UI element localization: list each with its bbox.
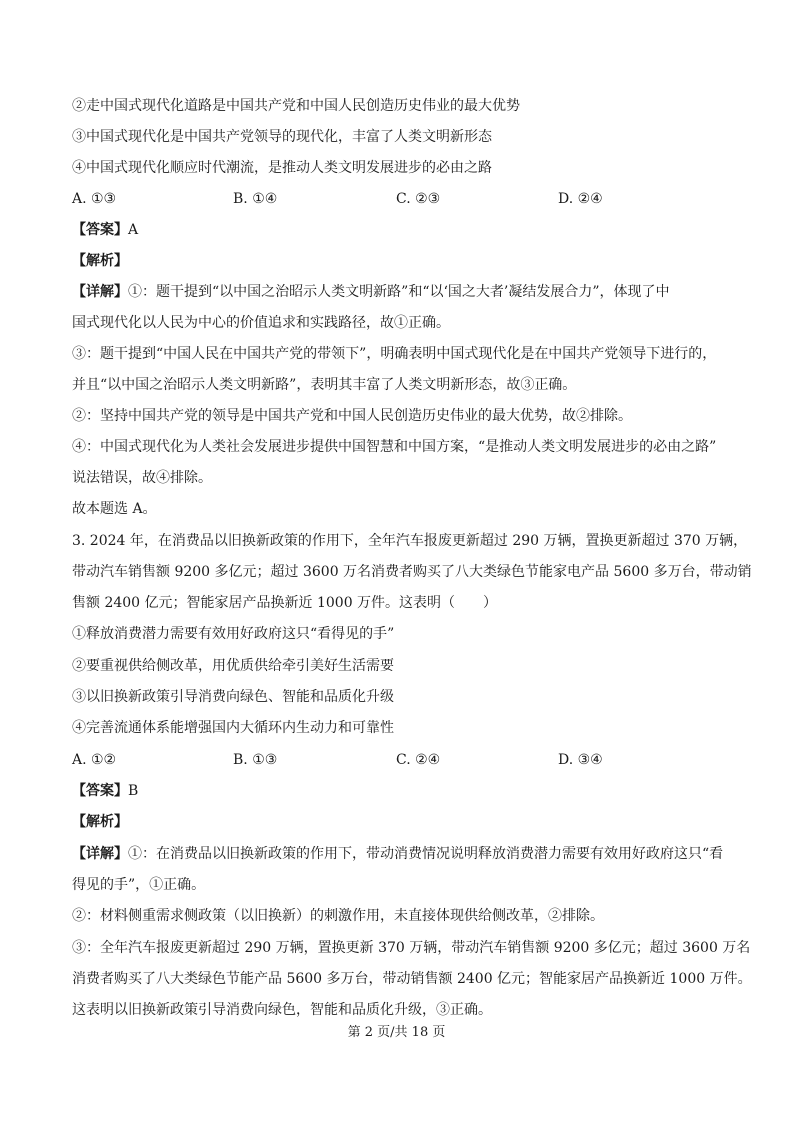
q3-stem-line: 带动汽车销售额 9200 多亿元；超过 3600 万名消费者购买了八大类绿色节能家电产品 5600 多万台，带动销	[72, 564, 752, 580]
q3-detail-line: 得见的手”，①正确。	[72, 877, 206, 893]
q3-detail-line: ②：材料侧重需求侧政策（以旧换新）的刺激作用，未直接体现供给侧改革，②排除。	[72, 908, 604, 924]
detail-text: ①：题干提到“以中国之治昭示人类文明新路”和“以‘国之大者’凝结发展合力”，体现了中	[128, 284, 670, 300]
q3-detail-line	[72, 844, 723, 864]
q3-item-2: ②要重视供给侧改革，用优质供给牵引美好生活需要	[72, 658, 394, 674]
q2-options	[72, 189, 732, 209]
q3-analysis-tag: 【解析】	[72, 814, 128, 830]
q2-detail-line: 说法错误，故④排除。	[72, 470, 212, 486]
q2-answer	[72, 220, 138, 240]
q2-analysis-tag: 【解析】	[72, 253, 128, 269]
detail-tag: 【详解】	[72, 846, 128, 862]
detail-tag: 【详解】	[72, 284, 128, 300]
q3-item-3: ③以旧换新政策引导消费向绿色、智能和品质化升级	[72, 689, 394, 705]
q3-option-d: D. ③④	[558, 752, 603, 768]
q2-option-a: A. ①③	[72, 191, 117, 207]
q3-detail-line: 消费者购买了八大类绿色节能产品 5600 多万台，带动销售额 2400 亿元；智能家居产品换新近 1000 万件。	[72, 971, 752, 987]
answer-tag: 【答案】	[72, 783, 128, 799]
q2-detail-line: ③：题干提到“中国人民在中国共产党的带领下”，明确表明中国式现代化是在中国共产党领导下进行的，	[72, 346, 717, 362]
q2-detail-line	[72, 282, 670, 302]
q2-item-3: ③中国式现代化是中国共产党领导的现代化，丰富了人类文明新形态	[72, 129, 492, 145]
q2-conclusion: 故本题选 A。	[72, 501, 157, 517]
q2-option-b: B. ①④	[233, 191, 278, 207]
q3-stem-line: 3. 2024 年，在消费品以旧换新政策的作用下，全年汽车报废更新超过 290 万辆，置换更新超过 370 万辆，	[72, 533, 748, 549]
q2-option-c: C. ②③	[396, 191, 441, 207]
answer-value: B	[128, 783, 139, 799]
q3-options	[72, 750, 732, 770]
q3-detail-line: 这表明以旧换新政策引导消费向绿色，智能和品质化升级，③正确。	[72, 1002, 492, 1018]
answer-value: A	[128, 222, 139, 238]
q2-item-2: ②走中国式现代化道路是中国共产党和中国人民创造历史伟业的最大优势	[72, 98, 520, 114]
q2-item-4: ④中国式现代化顺应时代潮流，是推动人类文明发展进步的必由之路	[72, 160, 492, 176]
q2-option-d: D. ②④	[558, 191, 603, 207]
q3-detail-line: ③：全年汽车报废更新超过 290 万辆，置换更新 370 万辆，带动汽车销售额 9200 多亿元；超过 3600 万名	[72, 940, 751, 956]
q3-option-b: B. ①③	[233, 752, 278, 768]
q2-detail-line: ④：中国式现代化为人类社会发展进步提供中国智慧和中国方案，“是推动人类文明发展进步的必由之路”	[72, 439, 717, 455]
q3-stem-line: 售额 2400 亿元；智能家居产品换新近 1000 万件。这表明（ ）	[72, 595, 498, 611]
q3-option-a: A. ①②	[72, 752, 117, 768]
q2-detail-line: 国式现代化以人民为中心的价值追求和实践路径，故①正确。	[72, 315, 450, 331]
q3-answer	[72, 781, 138, 801]
q2-detail-line: 并且“以中国之治昭示人类文明新路”，表明其丰富了人类文明新形态，故③正确。	[72, 377, 577, 393]
q3-item-4: ④完善流通体系能增强国内大循环内生动力和可靠性	[72, 720, 394, 736]
page-footer: 第 2 页/共 18 页	[347, 1025, 446, 1040]
answer-tag: 【答案】	[72, 222, 128, 238]
q2-detail-line: ②：坚持中国共产党的领导是中国共产党和中国人民创造历史伟业的最大优势，故②排除。	[72, 408, 632, 424]
q3-item-1: ①释放消费潜力需要有效用好政府这只“看得见的手”	[72, 626, 395, 642]
detail-text: ①：在消费品以旧换新政策的作用下，带动消费情况说明释放消费潜力需要有效用好政府这只“看	[128, 846, 724, 862]
q3-option-c: C. ②④	[396, 752, 441, 768]
